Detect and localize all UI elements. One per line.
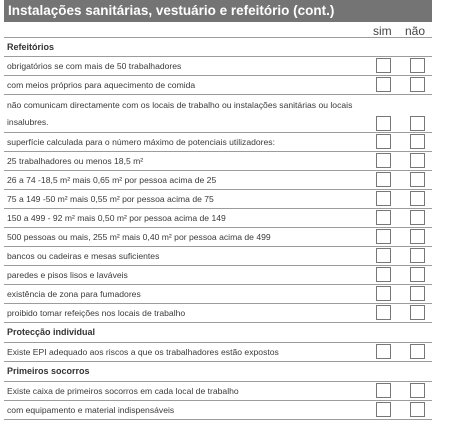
checkbox-sim[interactable]	[376, 344, 391, 359]
checklist-row	[4, 266, 432, 285]
checkbox-nao[interactable]	[410, 153, 425, 168]
column-header-sim: sim	[373, 24, 392, 38]
checkbox-sim[interactable]	[376, 134, 391, 149]
checkbox-sim[interactable]	[376, 267, 391, 282]
checklist-row	[4, 57, 432, 76]
checklist-item-label: Existe caixa de primeiros socorros em cada local de trabalho	[7, 386, 239, 396]
checkbox-nao[interactable]	[410, 229, 425, 244]
checkbox-nao[interactable]	[410, 344, 425, 359]
checklist-row	[4, 382, 432, 401]
checklist-item-label: 75 a 149 -50 m² mais 0,55 m² por pessoa acima de 75	[7, 194, 214, 204]
checklist-row	[4, 95, 432, 133]
checkbox-nao[interactable]	[410, 210, 425, 225]
checkbox-sim[interactable]	[376, 248, 391, 263]
checkbox-sim[interactable]	[376, 229, 391, 244]
section-header	[4, 37, 432, 57]
checklist-item-label: 500 pessoas ou mais, 255 m² mais 0,40 m² por pessoa acima de 499	[7, 232, 271, 242]
checklist-row	[4, 285, 432, 304]
section-title: Refeitórios	[7, 42, 55, 52]
checklist-row	[4, 171, 432, 190]
checklist-item-label: paredes e pisos lisos e laváveis	[7, 270, 128, 280]
checkbox-sim[interactable]	[376, 77, 391, 92]
checkbox-sim[interactable]	[376, 286, 391, 301]
checkbox-nao[interactable]	[410, 267, 425, 282]
section-title: Primeiros socorros	[7, 366, 90, 376]
checklist-item-label: 150 a 499 - 92 m² mais 0,50 m² por pessoa acima de 149	[7, 213, 226, 223]
checkbox-sim[interactable]	[376, 172, 391, 187]
checkbox-nao[interactable]	[410, 172, 425, 187]
section-header	[4, 362, 432, 382]
checklist-row	[4, 401, 432, 420]
checklist-row	[4, 304, 432, 323]
checkbox-nao[interactable]	[410, 248, 425, 263]
checkbox-nao[interactable]	[410, 58, 425, 73]
section-header	[4, 323, 432, 343]
checklist-item-label: bancos ou cadeiras e mesas suficientes	[7, 251, 160, 261]
checklist-item-label: 26 a 74 -18,5 m² mais 0,65 m² por pessoa acima de 25	[7, 175, 217, 185]
checklist	[4, 37, 432, 420]
checklist-item-label: não comunicam directamente com os locais de trabalho ou instalações sanitárias ou locais insalubres.	[7, 100, 353, 127]
checkbox-nao[interactable]	[410, 402, 425, 417]
checkbox-sim[interactable]	[376, 116, 391, 131]
page-title: Instalações sanitárias, vestuário e refeitório (cont.)	[4, 0, 432, 22]
checkbox-sim[interactable]	[376, 58, 391, 73]
checkbox-nao[interactable]	[410, 305, 425, 320]
section-title: Protecção individual	[7, 327, 96, 337]
checklist-row	[4, 247, 432, 266]
checkbox-nao[interactable]	[410, 77, 425, 92]
checklist-item-label: com meios próprios para aquecimento de comida	[7, 80, 196, 90]
checkbox-nao[interactable]	[410, 116, 425, 131]
checklist-item-label: 25 trabalhadores ou menos 18,5 m²	[7, 156, 144, 166]
checklist-row	[4, 133, 432, 152]
checklist-item-label: proibido tomar refeições nos locais de trabalho	[7, 308, 186, 318]
checkbox-sim[interactable]	[376, 402, 391, 417]
column-header-nao: não	[405, 24, 426, 38]
checkbox-sim[interactable]	[376, 191, 391, 206]
checklist-row	[4, 190, 432, 209]
checkbox-sim[interactable]	[376, 383, 391, 398]
checklist-item-label: existência de zona para fumadores	[7, 289, 141, 299]
checklist-row	[4, 76, 432, 95]
checklist-item-label: com equipamento e material indispensáveis	[7, 405, 175, 415]
checkbox-sim[interactable]	[376, 210, 391, 225]
checkbox-nao[interactable]	[410, 191, 425, 206]
checklist-row	[4, 228, 432, 247]
checklist-item-label: Existe EPI adequado aos riscos a que os trabalhadores estão expostos	[7, 347, 279, 357]
checklist-row	[4, 209, 432, 228]
checklist-item-label: obrigatórios se com mais de 50 trabalhadores	[7, 61, 182, 71]
checklist-row	[4, 152, 432, 171]
checkbox-nao[interactable]	[410, 383, 425, 398]
checkbox-nao[interactable]	[410, 134, 425, 149]
checklist-item-label: superfície calculada para o número máximo de potenciais utilizadores:	[7, 137, 275, 147]
checkbox-nao[interactable]	[410, 286, 425, 301]
checkbox-sim[interactable]	[376, 305, 391, 320]
checkbox-sim[interactable]	[376, 153, 391, 168]
checklist-row	[4, 343, 432, 362]
